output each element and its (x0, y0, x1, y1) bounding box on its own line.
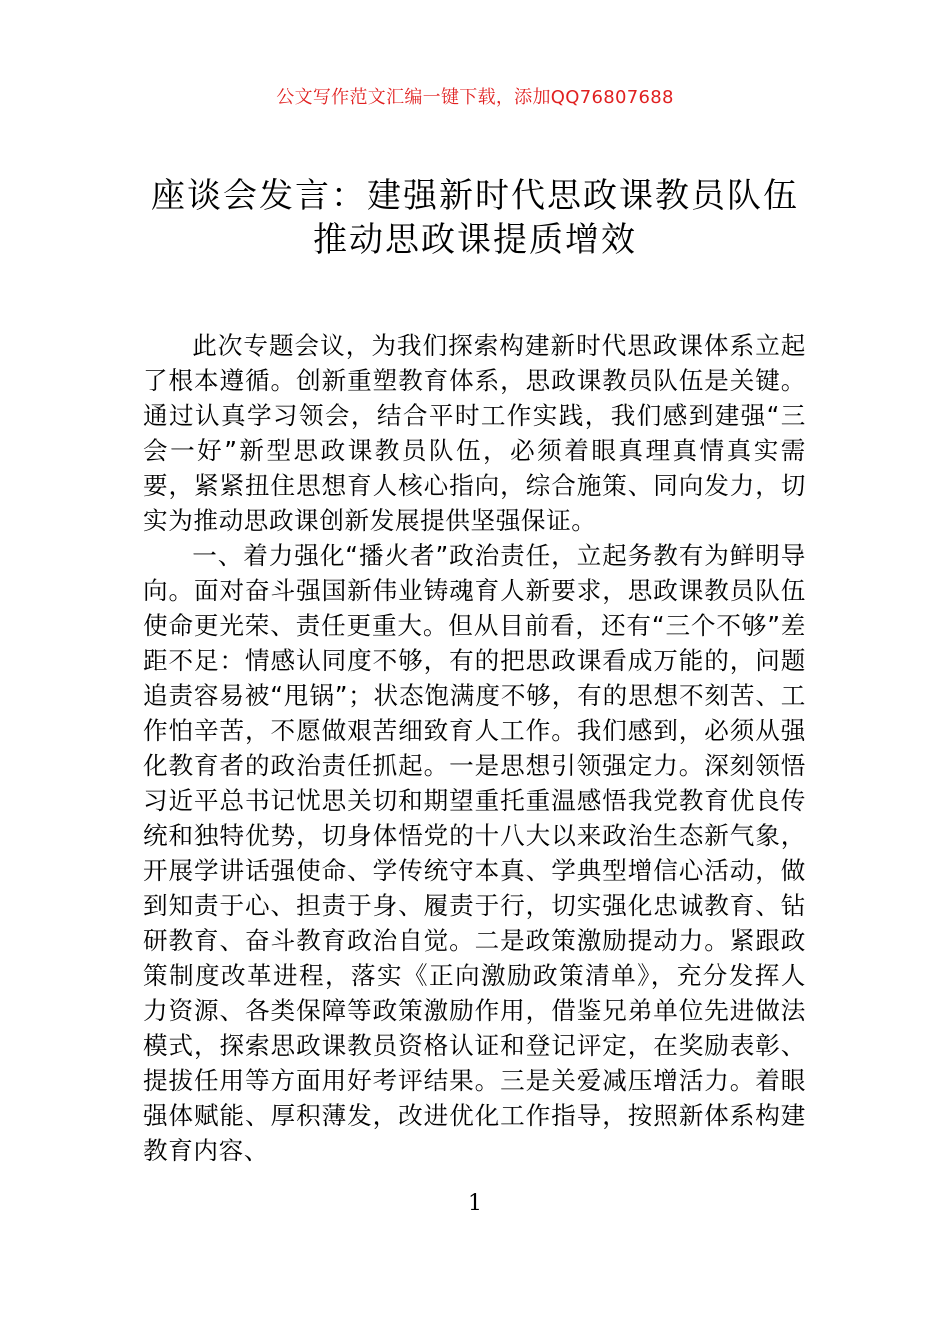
document-title-line-1: 座谈会发言：建强新时代思政课教员队伍 (151, 176, 799, 216)
page-number: 1 (468, 1191, 482, 1216)
header-note: 公文写作范文汇编一键下载，添加QQ76807688 (276, 87, 674, 108)
document-body (143, 328, 806, 1168)
body-paragraph-1: 此次专题会议，为我们探索构建新时代思政课体系立起了根本遵循。创新重塑教育体系，思政课教员队伍是关键。通过认真学习领会，结合平时工作实践，我们感到建强“三会一好”新型思政课教员队伍，必须着眼真理真情真实需要，紧紧扭住思想育人核心指向，综合施策、同向发力，切实为推动思政课创新发展提供坚强保证。 (143, 331, 806, 535)
document-title-line-2: 推动思政课提质增效 (313, 220, 637, 260)
body-paragraph-2: 一、着力强化“播火者”政治责任，立起务教有为鲜明导向。面对奋斗强国新伟业铸魂育人新要求，思政课教员队伍使命更光荣、责任更重大。但从目前看，还有“三个不够”差距不足：情感认同度不够，有的把思政课看成万能的，问题追责容易被“甩锅”；状态饱满度不够，有的思想不刻苦、工作怕辛苦，不愿做艰苦细致育人工作。我们感到，必须从强化教育者的政治责任抓起。一是思想引领强定力。深刻领悟习近平总书记忧思关切和期望重托重温感悟我党教育优良传统和独特优势，切身体悟党的十八大以来政治生态新气象，开展学讲话强使命、学传统守本真、学典型增信心活动，做到知责于心、担责于身、履责于行，切实强化忠诚教育、钻研教育、奋斗教育政治自觉。二是政策激励提动力。紧跟政策制度改革进程，落实《正向激励政策清单》，充分发挥人力资源、各类保障等政策激励作用，借鉴兄弟单位先进做法模式，探索思政课教员资格认证和登记评定，在奖励表彰、提拔任用等方面用好考评结果。三是关爱减压增活力。着眼强体赋能、厚积薄发，改进优化工作指导，按照新体系构建教育内容、 (143, 541, 806, 1165)
